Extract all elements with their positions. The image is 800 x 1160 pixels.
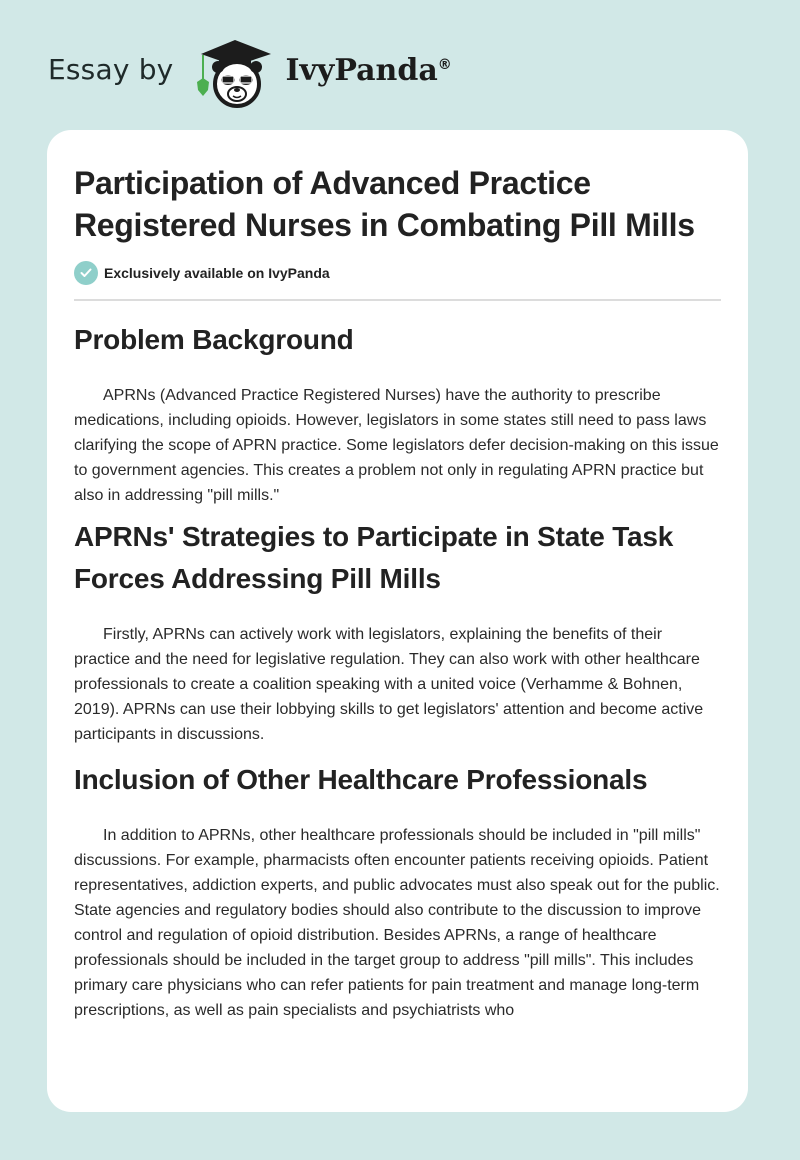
check-circle-icon <box>74 261 98 285</box>
essay-title: Participation of Advanced Practice Registered Nurses in Combating Pill Mills <box>74 165 695 243</box>
section-paragraph: APRNs (Advanced Practice Registered Nurses) have the authority to prescribe medications, including opioids. However, legislators in some states still need to pass laws clarifying the scope of APRN practice. Some legislators defer decision-making on this issue to government agencies. This creates a problem not only in regulating APRN practice but also in addressing "pill mills." <box>74 387 719 504</box>
title-divider <box>74 299 721 301</box>
section-paragraph: Firstly, APRNs can actively work with legislators, explaining the benefits of their practice and the need for legislative regulation. They can also work with other healthcare professionals to create a coalition speaking with a united voice (Verhamme & Bohnen, 2019). APRNs can use their lobbying skills to get legislators' attention and become active participants in discussions. <box>74 626 704 743</box>
section-paragraph: In addition to APRNs, other healthcare professionals should be included in "pill mills" discussions. For example, pharmacists often encounter patients receiving opioids. Patient representatives, addiction experts, and public advocates must also speak out for the public. State agencies and regulatory bodies should also contribute to the discussion to improve control and regulation of opioid distribution. Besides APRNs, a range of healthcare professionals should be included in the target group to address "pill mills". This includes primary care physicians who can refer patients for pain treatment and manage long-term prescriptions, as well as pain specialists and psychiatrists who <box>74 827 720 1019</box>
section-aprn-strategies <box>74 516 721 747</box>
brand-header <box>48 34 452 110</box>
panda-graduation-cap-icon <box>191 34 281 110</box>
section-heading: APRNs' Strategies to Participate in State Task Forces Addressing Pill Mills <box>74 521 674 594</box>
section-problem-background <box>74 319 721 508</box>
essay-by-label: Essay by <box>48 52 174 86</box>
registered-mark: ® <box>437 56 452 73</box>
section-other-professionals <box>74 759 721 1023</box>
ivypanda-wordmark[interactable] <box>285 53 451 88</box>
essay-card <box>47 130 748 1112</box>
brand-name-text: IvyPanda <box>285 52 438 88</box>
section-heading: Inclusion of Other Healthcare Professionals <box>74 764 648 795</box>
exclusive-label: Exclusively available on IvyPanda <box>104 265 330 281</box>
section-heading: Problem Background <box>74 324 354 355</box>
exclusive-badge <box>74 260 721 286</box>
